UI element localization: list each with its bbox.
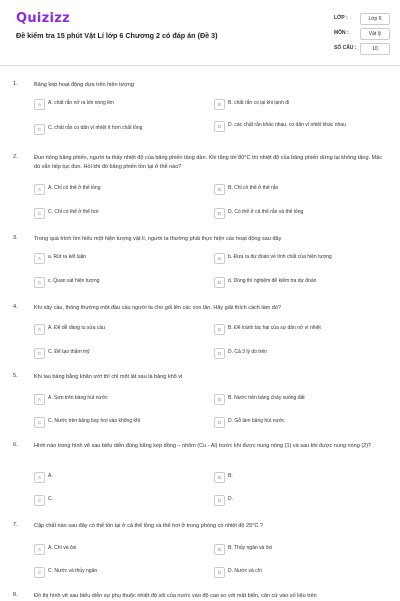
- question-number: 8.: [13, 592, 18, 598]
- option-letter: D: [214, 417, 225, 428]
- question-text: Đồ thị hình vẽ sau biểu diễn sự phụ thuộc nhiệt độ sôi của nước vào độ cao so với mặt biển, căn cứ vào số liệu trên: [34, 593, 317, 599]
- option-text: B. Để tránh tác hại của sự dãn nở vì nhiệt: [228, 325, 321, 331]
- option-letter: D: [214, 277, 225, 288]
- option-letter: D: [214, 208, 225, 219]
- option-text: B.: [228, 473, 233, 479]
- question-text: Khi lau bảng bằng khăn ướt thì chỉ một lát sau là bảng khô vì: [34, 374, 183, 380]
- option-letter: A: [34, 99, 45, 110]
- question-number: 6.: [13, 442, 18, 448]
- socau-value: 10: [360, 43, 390, 55]
- option-text: C. chất rắn co dãn vì nhiệt ít hơn chất lỏng: [48, 125, 143, 131]
- option-letter: B: [214, 99, 225, 110]
- meta-mon: [334, 28, 394, 43]
- option-letter: A: [34, 394, 45, 405]
- option-letter: C: [34, 277, 45, 288]
- meta-lop: [334, 13, 394, 28]
- option-text: c. Quan sát hiện tượng: [48, 278, 100, 284]
- option-text: A. chất rắn nở ra khi nóng lên: [48, 100, 114, 106]
- option-text: a. Rút ra kết luận: [48, 254, 87, 260]
- question-number: 7.: [13, 522, 18, 528]
- option-text: C.: [48, 496, 53, 502]
- option-letter: D: [214, 567, 225, 578]
- option-letter: A: [34, 184, 45, 195]
- option-text: D. Gỗ làm bảng hút nước: [228, 418, 285, 424]
- lop-value: Lớp 6: [360, 13, 390, 25]
- option-text: C. Nước và thủy ngân: [48, 568, 98, 574]
- option-text: C. Chỉ có thể ở thể hơi: [48, 209, 99, 215]
- brand-logo: Quizizz: [16, 11, 71, 26]
- option-text: b. Đưa ra dự đoán về tính chất của hiện tượng: [228, 254, 332, 260]
- option-text: A. Để dễ dàng tu sửa cầu: [48, 325, 105, 331]
- option-letter: D: [214, 121, 225, 132]
- option-letter: C: [34, 208, 45, 219]
- option-text: B. Thủy ngân và ôxi: [228, 545, 273, 551]
- mon-label: MÔN :: [334, 30, 349, 36]
- question-text: Cặp chất nào sau đây có thể tồn tại ở cả thể lỏng và thể hơi ở trong phòng có nhiệt độ 25°C ?: [34, 523, 263, 529]
- question-number: 1.: [13, 81, 18, 87]
- option-text: D.: [228, 496, 233, 502]
- option-letter: B: [214, 472, 225, 483]
- option-text: A. Chì và ôxi: [48, 545, 77, 551]
- lop-label: LỚP :: [334, 15, 348, 21]
- option-letter: C: [34, 567, 45, 578]
- option-letter: D: [214, 348, 225, 359]
- option-text: B. Nước trên bảng chảy xuống đất: [228, 395, 305, 401]
- option-text: B. Chỉ có thể ở thể rắn: [228, 185, 279, 191]
- option-letter: C: [34, 348, 45, 359]
- meta-panel: [334, 13, 394, 58]
- header: [0, 0, 400, 63]
- option-text: d. Dùng thí nghiệm để kiểm tra dự đoán: [228, 278, 317, 284]
- question-text: Trong quá trình tìm hiểu một hiện tượng vật lí, người ta thường phải thực hiện các hoạt động sau đây: [34, 236, 282, 242]
- option-text: A. Chỉ có thể ở thể lỏng: [48, 185, 101, 191]
- option-letter: B: [214, 184, 225, 195]
- option-text: A. Sơn trên bảng hút nước: [48, 395, 108, 401]
- option-letter: C: [34, 124, 45, 135]
- option-letter: A: [34, 544, 45, 555]
- meta-socau: [334, 43, 394, 58]
- option-text: D. các chất rắn khác nhau, co dãn vì nhiệt khác nhau: [228, 122, 346, 128]
- question-text: Khi xây cầu, thông thường một đầu cầu người ta cho gối lên các con lăn. Hãy giải thích cách làm đó?: [34, 305, 281, 311]
- question-number: 4.: [13, 304, 18, 310]
- page-title: Đề kiểm tra 15 phút Vật Lí lớp 6 Chương 2 có đáp án (Đề 3): [16, 31, 218, 40]
- header-divider: [0, 65, 400, 66]
- option-text: D. Cả 3 lý do trên: [228, 349, 267, 355]
- option-letter: D: [214, 495, 225, 506]
- question-text: Đun nóng băng phiến, người ta thấy nhiệt độ của băng phiến tăng dần. Khi tăng tới 80°C thì nhiệt độ của băng phiến dừng lại không tăng. Mặc dù vẫn tiếp tục đun. Hỏi khi đó băng phiến tồn tại ở thể nào?: [34, 155, 382, 170]
- option-letter: A: [34, 324, 45, 335]
- option-letter: A: [34, 253, 45, 264]
- option-text: D. Nước và chì: [228, 568, 262, 574]
- question-text: Hình nào trong hình vẽ sau biểu diễn đúng băng kép đồng – nhôm (Cu - Al) trước khi được nung nóng (1) và sau khi được nung nóng (2)?: [34, 443, 372, 449]
- option-letter: C: [34, 495, 45, 506]
- option-letter: B: [214, 324, 225, 335]
- option-text: C. Nước trên bảng bay hơi vào không khí: [48, 418, 141, 424]
- option-letter: A: [34, 472, 45, 483]
- option-letter: C: [34, 417, 45, 428]
- option-text: C. Để tạo thẩm mỹ: [48, 349, 90, 355]
- option-letter: B: [214, 253, 225, 264]
- option-text: A.: [48, 473, 53, 479]
- question-text: Băng kép hoạt động dựa trên hiện tượng: [34, 82, 134, 88]
- option-text: D. Có thể ở cả thể rắn và thể lỏng: [228, 209, 304, 215]
- option-letter: B: [214, 394, 225, 405]
- question-number: 2.: [13, 154, 18, 160]
- socau-label: SỐ CÂU :: [334, 45, 357, 51]
- question-number: 5.: [13, 373, 18, 379]
- option-text: B. chất rắn co lại khi lạnh đi: [228, 100, 290, 106]
- question-number: 3.: [13, 235, 18, 241]
- option-letter: B: [214, 544, 225, 555]
- mon-value: Vật lý: [360, 28, 390, 40]
